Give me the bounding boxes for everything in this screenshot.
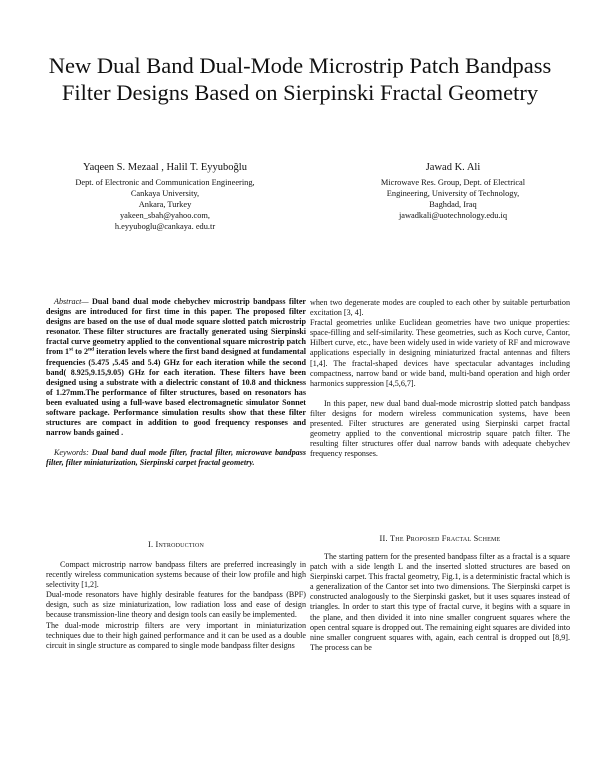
superscript: st xyxy=(69,346,74,353)
affiliation-line: Baghdad, Iraq xyxy=(429,200,477,209)
paragraph: Dual-mode resonators have highly desirable features for the bandpass (BPF) design, such as size miniaturization, low radiation loss and ease of design because transmission-line theory and design tools can easily be implemented. xyxy=(46,590,306,620)
paragraph: Compact microstrip narrow bandpass filters are preferred increasingly in recently wireless communication systems because of their low profile and high selectivity [1,2]. xyxy=(46,560,306,590)
fractal-scheme-body xyxy=(310,552,570,653)
section-title: Introduction xyxy=(155,540,205,549)
keywords-text: Dual band dual mode filter, fractal filter, microwave bandpass filter, filter miniaturization, Sierpinski carpet fractal geometry. xyxy=(46,448,306,468)
abstract-text: iteration levels where the first band designed at fundamental frequencies (5.475 ,5.45 and 5.4) GHz for each iteration while the second band( 8.925,9.15,9.05) GHz for each iteration. These filters have been designed using a substrate with a dielectric constant of 10.8 and thickness of 1.27mm.The performance of filter structures, based on resonators has been evaluated using a full-wave based electromagnetic simulator Sonnet software package. Performance simulation results show that these filter structures are compact in addition to good frequency responses and narrow bands gained . xyxy=(46,347,306,438)
paragraph: Fractal geometries unlike Euclidean geometries have two unique properties: space-filling and self-similarity. These geometries, such as Koch curve, Cantor, Hilbert curve, etc., have been widely used in wide variety of RF and microwave applications especially in designing miniaturized fractal antennas and filters [1,4]. The fractal-shaped devices have spectacular advantages including compactness, narrow band or wide band, multi-band operation and high order harmonics suppression [4,5,6,7]. xyxy=(310,318,570,388)
affiliation-line: Engineering, University of Technology, xyxy=(386,189,520,198)
author-names-right: Jawad K. Ali xyxy=(425,162,481,173)
affiliation-line: Cankaya University, xyxy=(130,189,200,198)
paper-title: New Dual Band Dual-Mode Microstrip Patch Bandpass Filter Designs Based on Sierpinski Fractal Geometry xyxy=(48,53,552,105)
keywords-label: Keywords: xyxy=(54,448,89,457)
section-number: I. xyxy=(147,540,154,549)
author-email: yakeen_sbah@yahoo.com, xyxy=(119,211,211,220)
affiliation-line: Microwave Res. Group, Dept. of Electrical xyxy=(380,178,526,187)
affiliation-line: Dept. of Electronic and Communication Engineering, xyxy=(75,178,255,187)
section-heading-fractal-scheme xyxy=(310,534,570,543)
abstract-text: Dual band dual mode chebychev microstrip bandpass filter designs are introduced for first time in this paper. The proposed filter designs are based on the use of dual mode square slotted patch microstrip resonator. These filter structures are fractally generated using Sierpinski fractal curve geometry applied to the conventional square microstrip patch from 1 xyxy=(46,297,306,357)
paragraph: The dual-mode microstrip filters are very important in miniaturization techniques due to their high gained performance and it can be used as a double circuit in single structure as compared to single mode bandpass filter designs xyxy=(46,620,306,650)
abstract-label: Abstract— xyxy=(54,297,89,306)
affiliation-line: Ankara, Turkey xyxy=(138,200,192,209)
author-email: h.eyyuboglu@cankaya. edu.tr xyxy=(114,222,216,231)
keywords xyxy=(46,448,306,468)
introduction-body xyxy=(46,560,306,651)
section-heading-introduction xyxy=(46,540,306,549)
section-title: The Proposed Fractal Scheme xyxy=(390,534,501,543)
paragraph: In this paper, new dual band dual-mode microstrip slotted patch bandpass filter designs for modern wireless communication systems, have been presented. Filter structures are generated using Sierpinski carpet fractal geometry applied to the conventional microstrip square patch filter. The resulting filter structures offer dual narrow bands with adequate chebychev frequency responses. xyxy=(310,398,570,459)
author-names-left: Yaqeen S. Mezaal , Halil T. Eyyuboğlu xyxy=(83,162,247,173)
paragraph: The starting pattern for the presented bandpass filter as a fractal is a square patch with a side length L and the inserted slotted structures are based on Sierpinski carpet. This fractal geometry, Fig.1, is a deterministic fractal which is a generalization of the Cantor set into two dimensions. The Sierpinski carpet is constructed analogously to the Sierpinski gasket, but it uses squares instead of triangles. In order to start this type of fractal curve, it begins with a square in the plane, and then divided it into nine smaller congruent squares where the open central square is dropped out. The remaining eight squares are divided into nine smaller congruent squares with, again, each central is dropped out [8,9]. The process can be xyxy=(310,552,570,652)
paragraph: when two degenerate modes are coupled to each other by suitable perturbation excitation [3, 4]. xyxy=(310,298,570,318)
right-column-body xyxy=(310,298,570,459)
author-email: jawadkali@uotechnology.edu.iq xyxy=(398,211,508,220)
author-block-left xyxy=(30,162,300,232)
author-block-right xyxy=(318,162,588,221)
section-number: II. xyxy=(379,534,388,543)
superscript: nd xyxy=(88,346,95,353)
abstract-text: to 2 xyxy=(73,347,88,357)
abstract xyxy=(46,297,306,438)
